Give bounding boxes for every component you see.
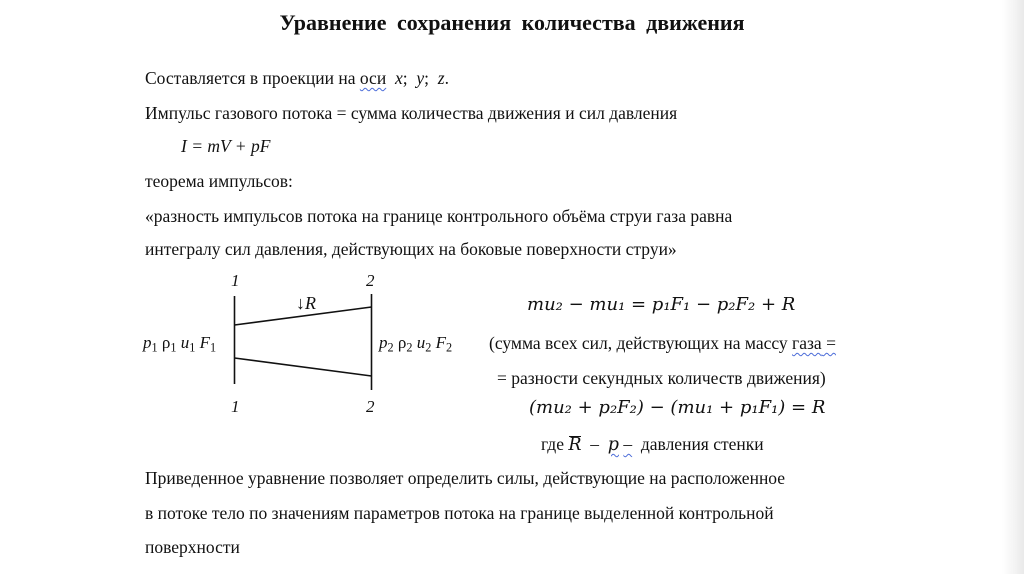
conclusion-line-2: в потоке тело по значениям параметров потока на границе выделенной контрольной: [145, 503, 774, 523]
section-1-label-bottom: 1: [231, 397, 240, 416]
lower-wall: [235, 358, 372, 376]
impulse-equation: (mu₂ + p₂F₂) − (mu₁ + p₁F₁) = R: [529, 397, 826, 418]
equation-explanation-line-1: (сумма всех сил, действующих на массу газа =: [489, 333, 836, 353]
conclusion-line-3: поверхности: [145, 537, 240, 557]
section-2-parameters: $p_2$ $\rho_2$ $u_2$ $F_2$: [379, 333, 453, 355]
theorem-quote-line-1: «разность импульсов потока на границе контрольного объёма струи газа равна: [145, 206, 733, 226]
projection-prefix: Составляется в проекции на: [145, 68, 360, 88]
theorem-heading: теорема импульсов:: [145, 171, 293, 191]
where-clause: где R – p – давления стенки: [541, 434, 764, 455]
force-r-label: ↓R: [296, 293, 316, 313]
momentum-equation: mu₂ − mu₁ = p₁F₁ − p₂F₂ + R: [527, 294, 796, 315]
section-2-label-top: 2: [366, 271, 375, 290]
axis-z: z: [437, 68, 445, 88]
axis-x: x: [394, 68, 403, 88]
gas-word: газа: [792, 333, 822, 353]
theorem-quote-line-2: интегралу сил давления, действующих на боковые поверхности струи»: [145, 239, 677, 259]
impulse-definition: Импульс газового потока = сумма количества движения и сил давления: [145, 103, 678, 123]
projection-axes-word: оси: [359, 68, 387, 88]
slide-title: Уравнение сохранения количества движения: [279, 10, 745, 35]
impulse-formula: I = mV + pF: [181, 136, 271, 156]
section-1-label-top: 1: [231, 271, 240, 290]
axis-y: y: [416, 68, 425, 88]
section-2-label-bottom: 2: [366, 397, 375, 416]
section-1-parameters: $p_1$ $\rho_1$ $u_1$ $F_1$: [143, 333, 217, 355]
conclusion-line-1: Приведенное уравнение позволяет определить силы, действующие на расположенное: [145, 468, 786, 488]
projection-line: Составляется в проекции на оси x; y; z.: [145, 68, 449, 88]
down-arrow-icon: ↓: [296, 293, 305, 313]
equation-explanation-line-2: = разности секундных количеств движения): [497, 368, 826, 388]
